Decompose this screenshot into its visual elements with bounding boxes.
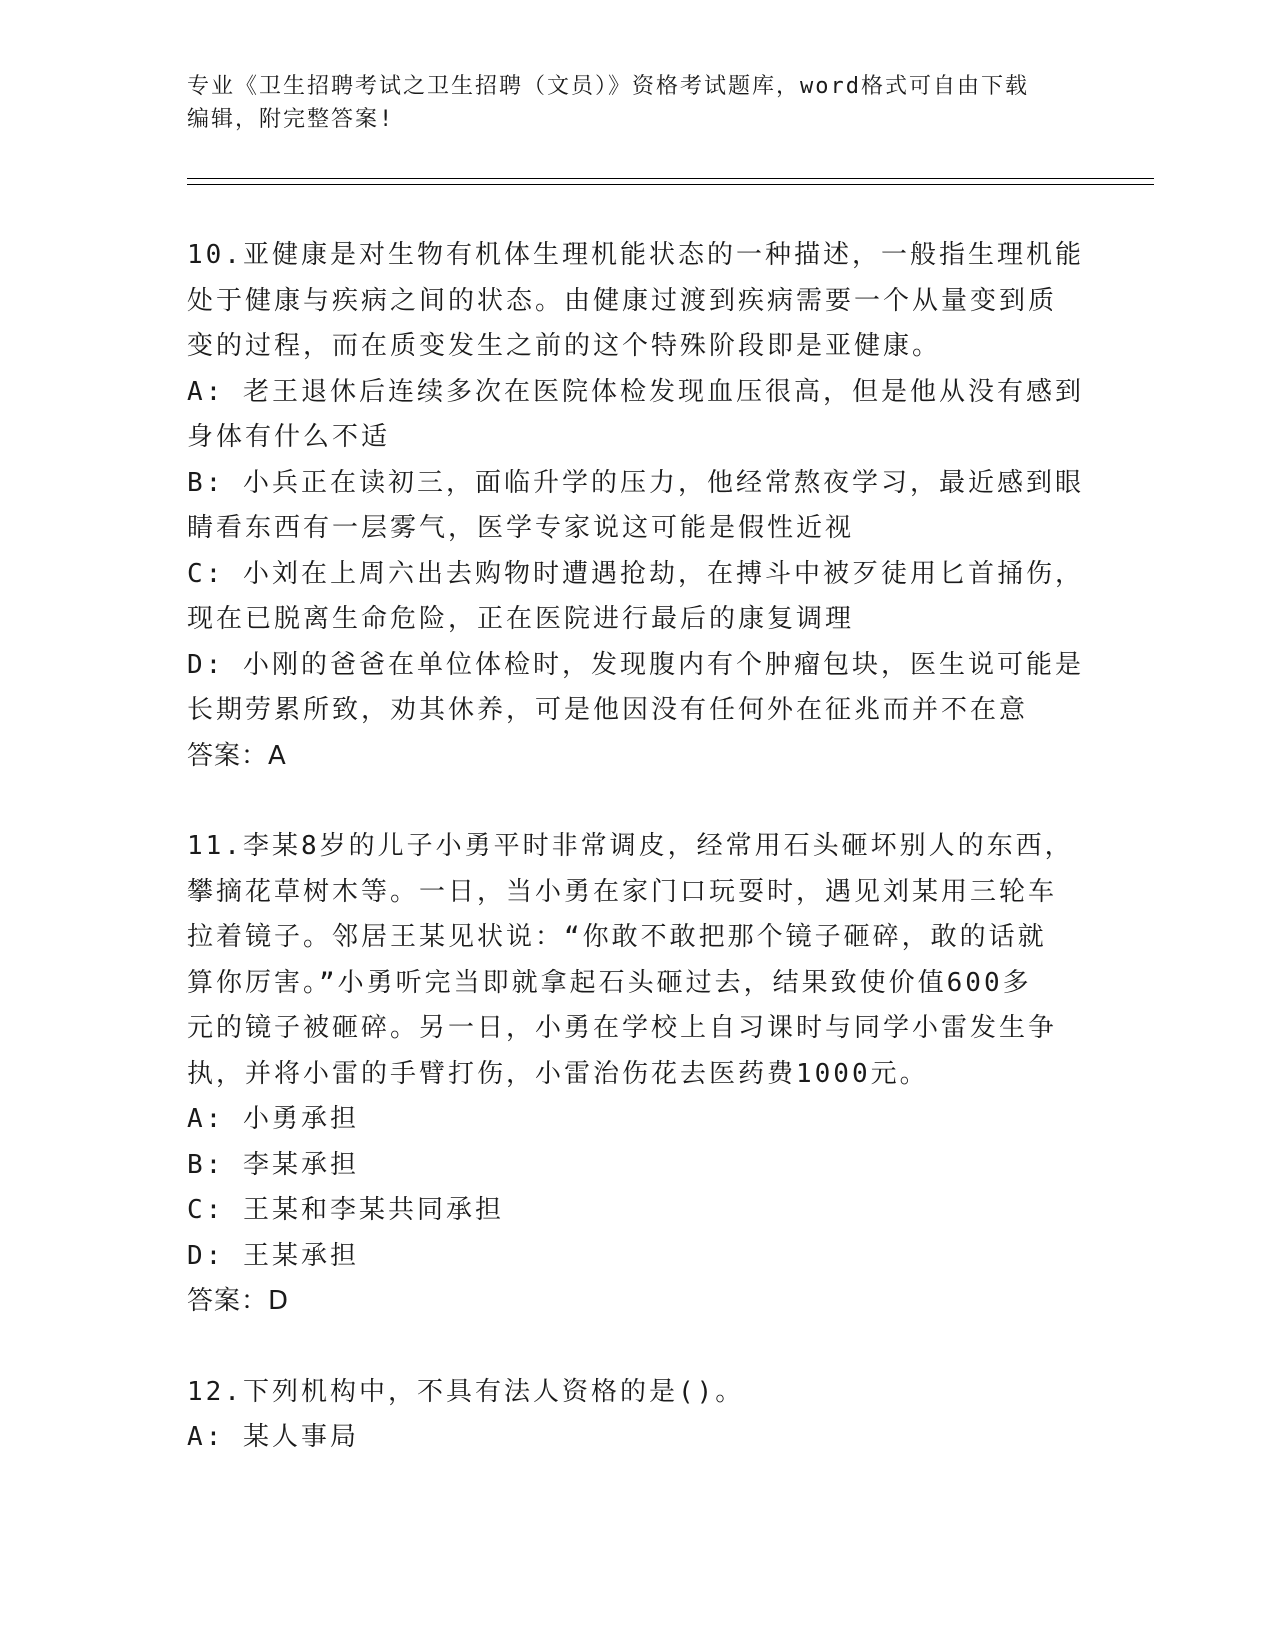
question-stem-line: 算你厉害。”小勇听完当即就拿起石头砸过去，结果致使价值600多 <box>187 967 1032 998</box>
option-d-line: 长期劳累所致，劝其休养，可是他因没有任何外在征兆而并不在意 <box>187 695 1029 725</box>
option-d-line: D: 王某承担 <box>187 1240 359 1271</box>
document-header <box>187 70 1067 136</box>
question-stem-line: 12.下列机构中，不具有法人资格的是()。 <box>187 1376 745 1407</box>
option-a-line: A: 某人事局 <box>187 1422 359 1452</box>
option-a-line: A: 小勇承担 <box>187 1104 359 1134</box>
option-b-line: 睛看东西有一层雾气，医学专家说这可能是假性近视 <box>187 513 855 543</box>
option-a-line: 身体有什么不适 <box>187 422 391 452</box>
question-list <box>187 233 1087 1461</box>
header-line-1: 专业《卫生招聘考试之卫生招聘（文员）》资格考试题库，word格式可自由下载 <box>187 74 1029 99</box>
question-stem-line: 执，并将小雷的手臂打伤，小雷治伤花去医药费1000元。 <box>187 1058 929 1089</box>
question-stem-line: 处于健康与疾病之间的状态。由健康过渡到疾病需要一个从量变到质 <box>187 285 1058 316</box>
question-stem-line: 变的过程，而在质变发生之前的这个特殊阶段即是亚健康。 <box>187 331 942 361</box>
option-c-line: C: 王某和李某共同承担 <box>187 1195 504 1225</box>
question-stem-line: 元的镜子被砸碎。另一日，小勇在学校上自习课时与同学小雷发生争 <box>187 1013 1058 1043</box>
question-12 <box>187 1370 1087 1461</box>
option-d-line: D: 小刚的爸爸在单位体检时，发现腹内有个肿瘤包块，医生说可能是 <box>187 649 1084 680</box>
question-10 <box>187 233 1087 779</box>
header-line-2: 编辑，附完整答案! <box>187 107 395 132</box>
question-stem-line: 10.亚健康是对生物有机体生理机能状态的一种描述，一般指生理机能 <box>187 240 1084 270</box>
question-11 <box>187 824 1087 1325</box>
answer-label: 答案：D <box>187 1286 290 1316</box>
question-stem-line: 攀摘花草树木等。一日，当小勇在家门口玩耍时，遇见刘某用三轮车 <box>187 876 1058 907</box>
option-c-line: C: 小刘在上周六出去购物时遭遇抢劫，在搏斗中被歹徒用匕首捅伤， <box>187 558 1084 589</box>
header-divider-bottom <box>187 184 1154 185</box>
option-c-line: 现在已脱离生命危险，正在医院进行最后的康复调理 <box>187 604 855 634</box>
question-stem-line: 拉着镜子。邻居王某见状说：“你敢不敢把那个镜子砸碎，敢的话就 <box>187 922 1047 952</box>
option-b-line: B: 李某承担 <box>187 1149 359 1180</box>
header-divider-top <box>187 178 1154 179</box>
question-stem-line: 11.李某8岁的儿子小勇平时非常调皮，经常用石头砸坏别人的东西， <box>187 831 1074 861</box>
answer-label: 答案：A <box>187 740 287 771</box>
option-a-line: A: 老王退休后连续多次在医院体检发现血压很高，但是他从没有感到 <box>187 376 1084 407</box>
option-b-line: B: 小兵正在读初三，面临升学的压力，他经常熬夜学习，最近感到眼 <box>187 467 1084 498</box>
